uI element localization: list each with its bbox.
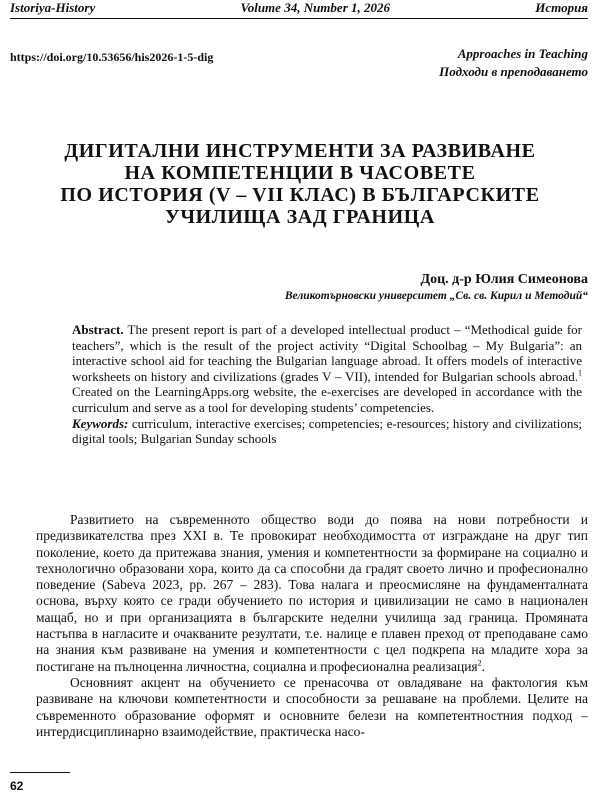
page-number: 62: [10, 779, 24, 793]
section-label-bulgarian: Подходи в преподаването: [439, 64, 588, 79]
abstract-paragraph: [72, 322, 582, 416]
running-header: [10, 0, 588, 16]
volume-info: Volume 34, Number 1, 2026: [240, 0, 390, 15]
section-label-english: Approaches in Teaching: [457, 46, 588, 61]
abstract-label: Abstract.: [72, 322, 124, 337]
abstract-text-cont: Created on the LearningApps.org website, the e-exercises are developed in accordance with the curriculum and serve as a tool for developing students’ competencies.: [72, 384, 582, 415]
title-line: НА КОМПЕТЕНЦИИ В ЧАСОВЕТЕ: [124, 162, 476, 184]
paragraph-text: .: [481, 658, 486, 674]
title-line: ПО ИСТОРИЯ (V – VII КЛАС) В БЪЛГАРСКИТЕ: [60, 184, 540, 206]
journal-name-latin: Istoriya-History: [10, 0, 96, 15]
article-title: [20, 140, 580, 228]
footnote-ref[interactable]: 2: [477, 658, 482, 668]
footnote-ref[interactable]: 1: [578, 368, 582, 378]
header-divider: [10, 18, 588, 19]
author-affiliation: Великотърновски университет „Св. св. Кирил и Методий“: [284, 290, 588, 302]
body-paragraph: Основният акцент на обучението се пренасочва от овладяване на фактология към развиване на ключови компетентности и способности за решаване на проблеми. Целите на съвременното образование оформят и основните белези на компетентностния подход – интердисциплинарно взаимодействие, практическа насо-: [36, 674, 588, 739]
article-body: [36, 512, 588, 740]
body-paragraph: [36, 512, 588, 675]
abstract-text: The present report is part of a developed intellectual product – “Methodical guide for teachers”, which is the result of the project activity “Digital Schoolbag – My Bulgaria”: an interactive school aid for teaching the Bulgarian language abroad. It offers models of interactive worksheets on history and civilizations (grades V – VII), intended for Bulgarian schools abroad.: [72, 322, 582, 384]
title-line: УЧИЛИЩА ЗАД ГРАНИЦА: [165, 206, 435, 228]
footer-divider: [10, 772, 70, 773]
keywords-paragraph: [72, 416, 582, 447]
keywords-label: Keywords:: [72, 415, 129, 431]
paragraph-text: Развитието на съвременното общество води до поява на нови потребности и предизвикателства през XXI в. Те провокират необходимостта от изграждане на друг тип поколение, което да притежава знания, умения и компетентности за формиране на социално и технологично образовани хора, които да са способни да градят своето лично и професионално поведение (Sabeva 2023, pp. 267 – 283). Това налага и преосмисляне на фундаменталната основа, върху която се гради обучението по история и цивилизации не само в национален мащаб, но и при организацията в българските неделни училища зад граница. Промяната настъпва в нагласите и очакваните резултати, т.е. налице е плавен преход от преподаване само на знания към развиване на умения и компетентности с цел подкрепа на младите хора за постигане на пълноценна личностна, социална и професионална реализация: [36, 512, 588, 674]
title-line: ДИГИТАЛНИ ИНСТРУМЕНТИ ЗА РАЗВИВАНЕ: [64, 140, 536, 162]
author-name: Доц. д-р Юлия Симеонова: [420, 272, 588, 287]
journal-name-cyrillic: История: [535, 0, 588, 15]
keywords-text: curriculum, interactive exercises; competencies; e-resources; history and civilizations; digital tools; Bulgarian Sunday schools: [72, 415, 582, 447]
abstract-block: [72, 322, 582, 447]
doi-link[interactable]: https://doi.org/10.53656/his2026-1-5-dig: [10, 50, 214, 64]
